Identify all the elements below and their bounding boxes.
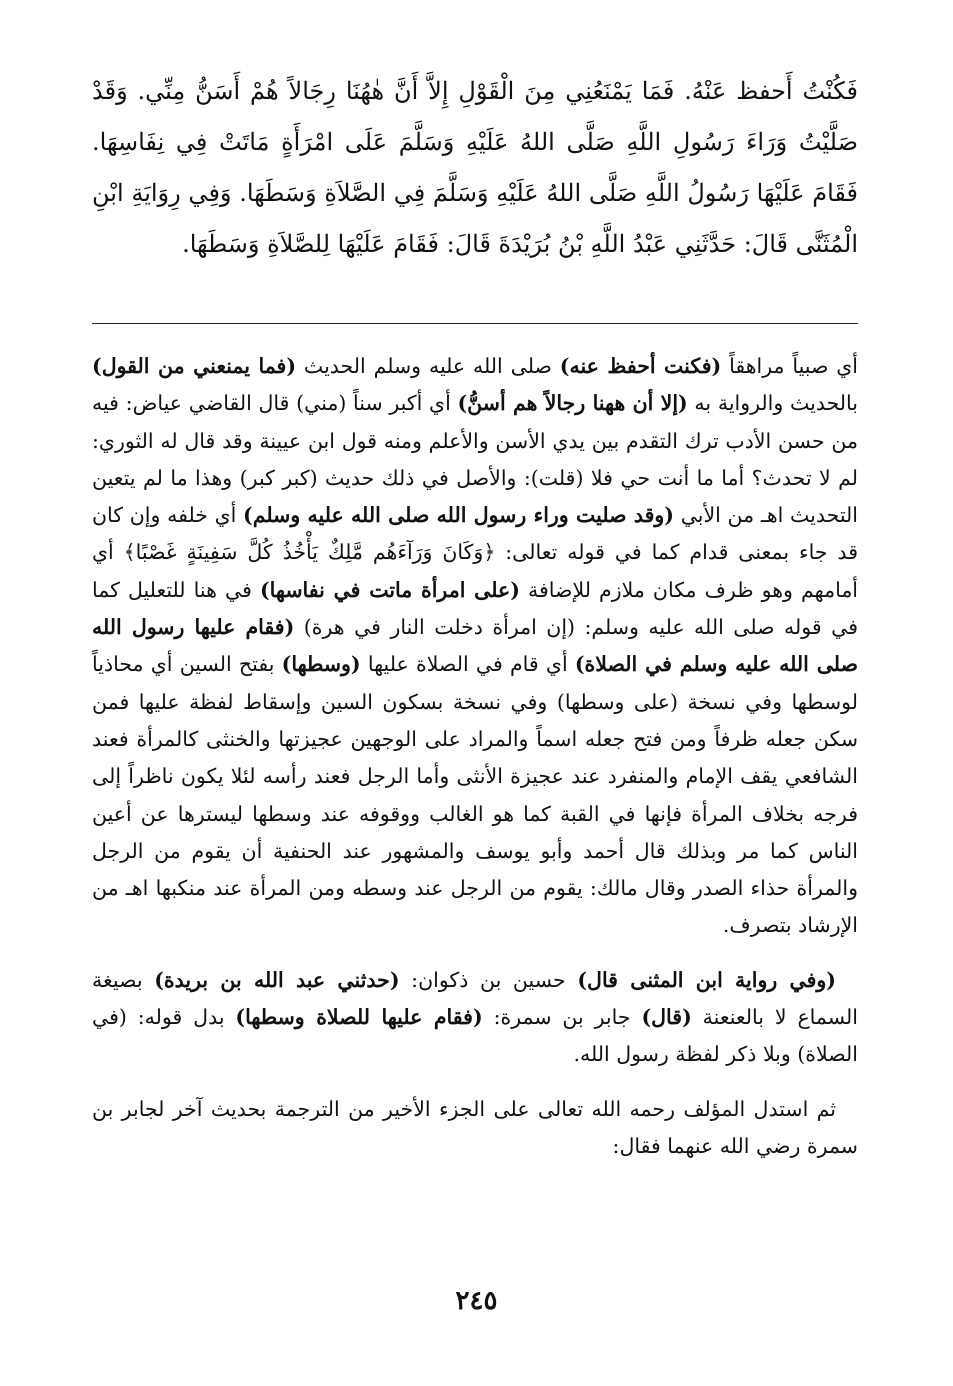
- commentary-text: حسين بن ذكوان:: [399, 967, 578, 992]
- quoted-phrase: (حدثني عبد الله بن بريدة): [154, 967, 400, 992]
- page-number: ٢٤٥: [455, 1286, 498, 1316]
- commentary-paragraph-3: ثم استدل المؤلف رحمه الله تعالى على الجزء الأخير من الترجمة بحديث آخر لجابر بن سمرة رضي الله عنهما فقال:: [92, 1096, 858, 1158]
- commentary-text: بصيغة السماع لا بالعنعنة: [92, 967, 858, 1030]
- hadith-text: فَكُنْتُ أَحفظ عَنْهُ. فَمَا يَمْنَعُنِي مِنَ الْقَوْلِ إِلاَّ أَنَّ هٰهُنَا رِجَالاً هُمْ أَسَنُّ مِنِّي. وَقَدْ صَلَّيْتُ وَرَاءَ رَسُولِ اللَّهِ صَلَّى اللهُ عَلَيْهِ وَسَلَّمَ عَلَى امْرَأَةٍ مَاتَتْ فِي نِفَاسِهَا. فَقَامَ عَلَيْهَا رَسُولُ اللَّهِ صَلَّى اللهُ عَلَيْهِ وَسَلَّمَ فِي الصَّلاَةِ وَسَطَهَا. وَفِي رِوَايَةِ ابْنِ الْمُثَنَّى قَالَ: حَدَّثَنِي عَبْدُ اللَّهِ بْنُ بُرَيْدَةَ قَالَ: فَقَامَ عَلَيْهَا لِلصَّلاَةِ وَسَطَهَا.: [92, 77, 858, 258]
- quoted-phrase: (وفي رواية ابن المثنى قال): [577, 967, 836, 992]
- quoted-phrase: (فقام عليها للصلاة وسطها): [235, 1005, 483, 1030]
- commentary-text: بدل قوله: (في الصلاة) وبلا ذكر لفظة رسول الله.: [92, 1005, 858, 1067]
- commentary-paragraph-2: [92, 962, 858, 1074]
- commentary-paragraph-1: [92, 348, 858, 945]
- quoted-phrase: (قال): [641, 1005, 692, 1030]
- commentary-text: بالحديث والرواية به: [687, 391, 858, 416]
- quoted-phrase: (فكنت أحفظ عنه): [559, 354, 722, 378]
- commentary-text: أي أكبر سناً (مني) قال القاضي عياض: فيه من حسن الأدب ترك التقدم بين يدي الأسن والأعلم ومنه قول ابن عيينة وقد قال له الثوري: لم لا تحدث؟ أما ما أنت حي فلا (قلت): والأصل في ذلك حديث (كبر كبر) وهذا ما لم يتعين التحديث اهـ من الأبي: [92, 391, 858, 528]
- commentary-text: أي قام في الصلاة عليها: [360, 652, 575, 677]
- quoted-phrase: (على امرأة ماتت في نفاسها): [259, 577, 520, 602]
- quoted-phrase: (فقام عليها رسول الله صلى الله عليه وسلم في الصلاة): [92, 615, 858, 677]
- commentary-text: جابر بن سمرة:: [482, 1005, 642, 1030]
- footnote-separator: [92, 323, 858, 324]
- commentary-text: في هنا للتعليل كما في قوله صلى الله عليه وسلم: (إن امرأة دخلت النار في هرة): [92, 577, 858, 640]
- quoted-phrase: (وقد صليت وراء رسول الله صلى الله عليه وسلم): [243, 503, 674, 528]
- quoted-phrase: (إلا أن ههنا رجالاً هم أسنُّ): [457, 391, 688, 416]
- commentary-text: أي خلفه وإن كان قد جاء بمعنى قدام كما في قوله تعالى: ﴿وَكَانَ وَرَآءَهُم مَّلِكٌ يَأْخُذُ كُلَّ سَفِينَةٍ غَصْبًا﴾ أي أمامهم وهو ظرف مكان ملازم للإضافة: [92, 503, 858, 602]
- commentary: [92, 348, 858, 1165]
- commentary-text: أي صبياً مراهقاً: [721, 354, 858, 378]
- quoted-phrase: (وسطها): [281, 652, 361, 677]
- commentary-text: بفتح السين أي محاذياً لوسطها وفي نسخة (على وسطها) وفي نسخة بسكون السين وإسقاط لفظة عليها فمن سكن جعله ظرفاً ومن فتح جعله اسماً والمراد على الوجهين عجيزتها والخنثى كالمرأة فعند الشافعي يقف الإمام والمنفرد عند عجيزة الأنثى وأما الرجل فعند رأسه لئلا يكون ناظراً إلى فرجه بخلاف المرأة فإنها في القبة كما هو الغالب ووقوفه عند وسطها ليسترها عن أعين الناس كما مر وبذلك قال أحمد وأبو يوسف والمشهور عند الحنفية أن يقوم من الرجل والمرأة حذاء الصدر وقال مالك: يقوم من الرجل عند وسطه ومن المرأة عند منكبها اهـ من الإرشاد بتصرف.: [92, 652, 858, 938]
- quoted-phrase: (فما يمنعني من القول): [92, 354, 297, 378]
- commentary-text: صلى الله عليه وسلم الحديث: [296, 354, 560, 378]
